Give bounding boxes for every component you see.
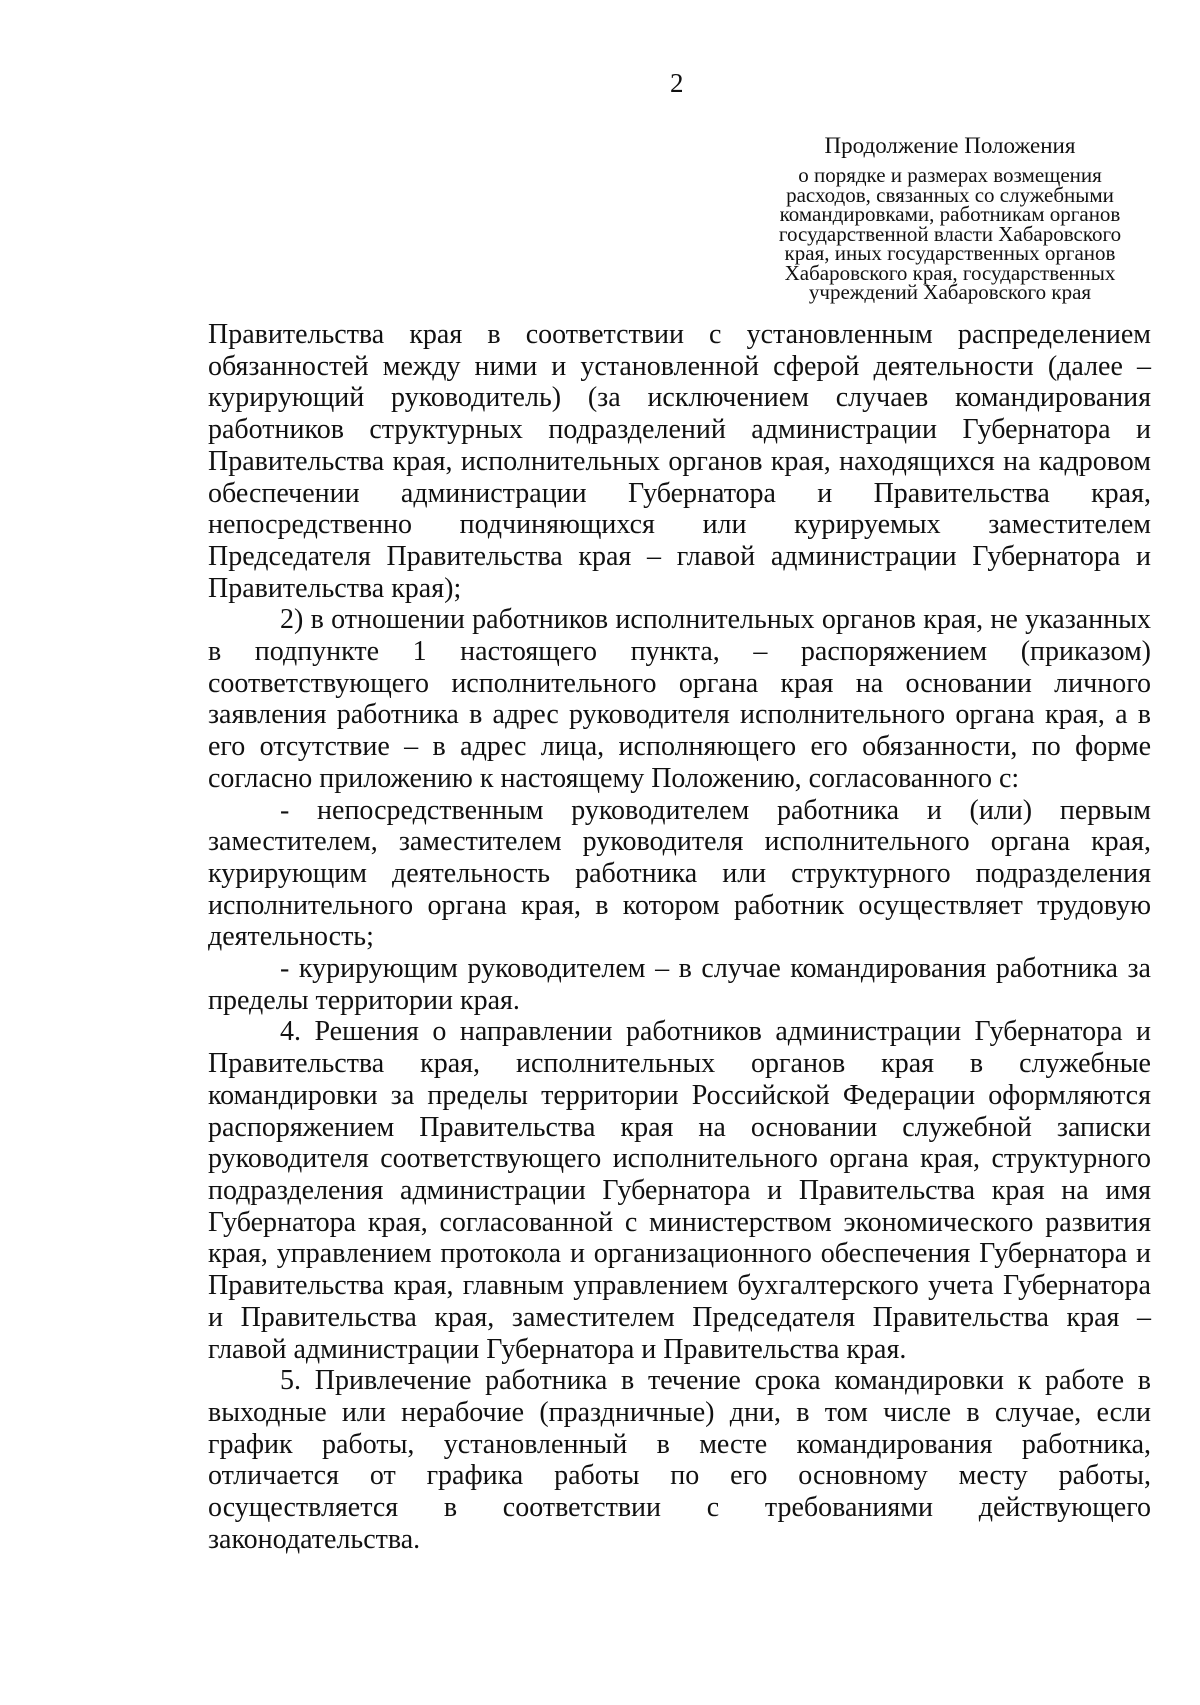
document-header (740, 132, 1160, 303)
paragraph-bullet-2: - курирующим руководителем – в случае командирования работника за пределы территории края. (208, 953, 1151, 1016)
header-line: Хабаровского края, государственных (784, 260, 1116, 285)
header-line: края, иных государственных органов (784, 241, 1116, 265)
header-line: о порядке и размерах возмещения (798, 163, 1102, 187)
header-line: учреждений Хабаровского края (808, 280, 1092, 304)
header-line: командировками, работникам органов (779, 202, 1121, 226)
paragraph-subitem-2: 2) в отношении работников исполнительных органов края, не указанных в подпункте 1 настоящего пункта, – распоряжением (приказом) соответствующего исполнительного органа края на основании личного заявления работника в адрес руководителя исполнительного органа края, а в его отсутствие – в адрес лица, исполняющего его обязанности, по форме согласно приложению к настоящему Положению, согласованного с: (208, 604, 1151, 794)
paragraph-continuation: Правительства края в соответствии с установленным распределением обязанностей между ними и установленной сферой деятельности (далее – курирующий руководитель) (за исключением случаев командирования работников структурных подразделений администрации Губернатора и Правительства края, исполнительных органов края, находящихся на кадровом обеспечении администрации Губернатора и Правительства края, непосредственно подчиняющихся или курируемых заместителем Председателя Правительства края – главой администрации Губернатора и Правительства края); (208, 319, 1151, 604)
header-title: Продолжение Положения (824, 133, 1076, 158)
document-body (208, 319, 1151, 1555)
page-number: 2 (670, 68, 684, 98)
paragraph-bullet-1: - непосредственным руководителем работника и (или) первым заместителем, заместителем руководителя исполнительного органа края, курирующим деятельность работника или структурного подразделения исполнительного органа края, в котором работник осуществляет трудовую деятельность; (208, 794, 1151, 953)
paragraph-item-4: 4. Решения о направлении работников администрации Губернатора и Правительства края, исполнительных органов края в служебные командировки за пределы территории Российской Федерации оформляются распоряжением Правительства края на основании служебной записки руководителя соответствующего исполнительного органа края, структурного подразделения администрации Губернатора и Правительства края на имя Губернатора края, согласованной с министерством экономического развития края, управлением протокола и организационного обеспечения Губернатора и Правительства края, главным управлением бухгалтерского учета Губернатора и Правительства края, заместителем Председателя Правительства края – главой администрации Губернатора и Правительства края. (208, 1016, 1151, 1365)
header-line: государственной власти Хабаровского (778, 221, 1122, 246)
header-line: расходов, связанных со служебными (786, 182, 1114, 207)
paragraph-item-5: 5. Привлечение работника в течение срока командировки к работе в выходные или нерабочие (праздничные) дни, в том числе в случае, если график работы, установленный в месте командирования работника, отличается от графика работы по его основному месту работы, осуществляется в соответствии с требованиями действующего законодательства. (208, 1365, 1151, 1555)
